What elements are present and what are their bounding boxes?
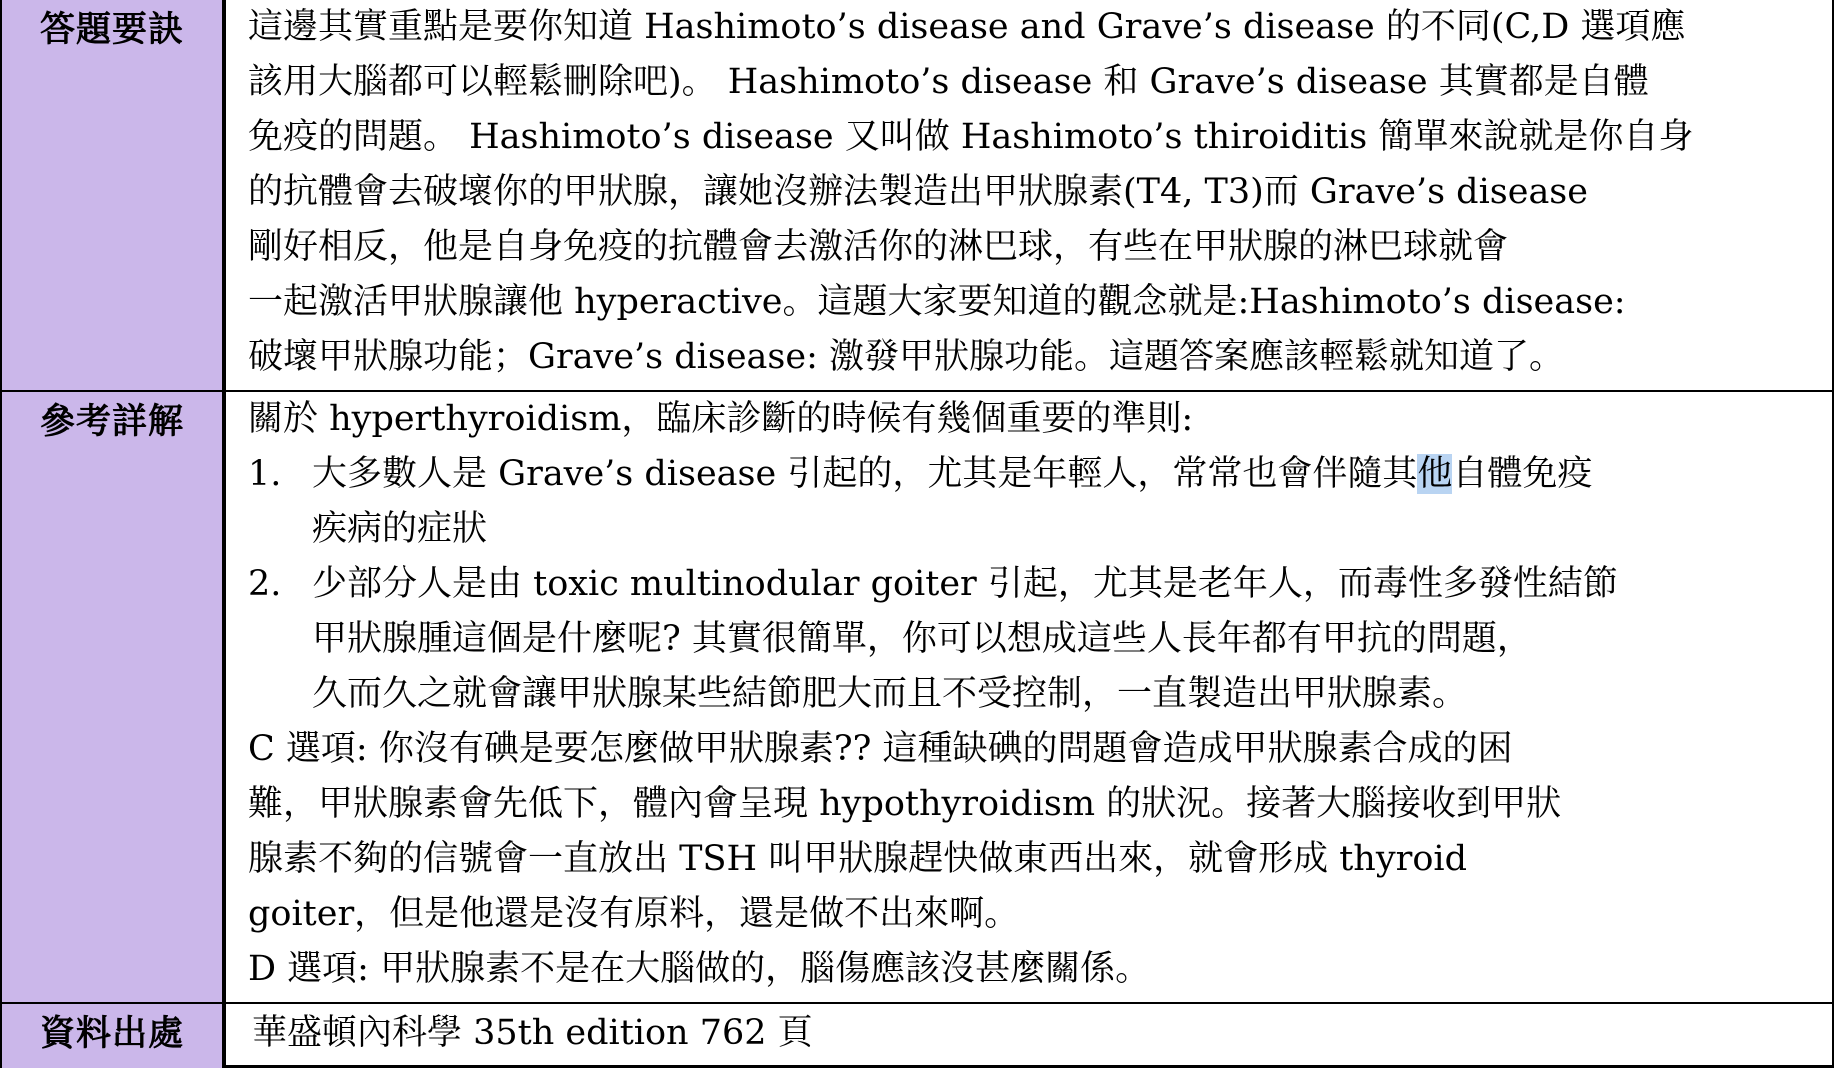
row-content bbox=[230, 392, 1832, 1004]
row-answer-tips bbox=[2, 0, 1832, 392]
text-line: 這邊其實重點是要你知道 Hashimoto’s disease and Grave’s disease 的不同(C,D 選項應 bbox=[248, 7, 1686, 47]
text-line: 疾病的症狀 bbox=[312, 509, 488, 549]
list-number: 2. bbox=[248, 564, 282, 604]
text-segment: 自體免疫 bbox=[1452, 454, 1593, 494]
text-line: 剛好相反，他是自身免疫的抗體會去激活你的淋巴球，有些在甲狀腺的淋巴球就會 bbox=[248, 227, 1509, 267]
text-line: 該用大腦都可以輕鬆刪除吧)。 Hashimoto’s disease 和 Grave’s disease 其實都是自體 bbox=[248, 62, 1649, 102]
text-line: 免疫的問題。 Hashimoto’s disease 又叫做 Hashimoto’s thiroiditis 簡單來說就是你自身 bbox=[248, 117, 1694, 157]
text-line: D 選項: 甲狀腺素不是在大腦做的，腦傷應該沒甚麼關係。 bbox=[248, 949, 1151, 989]
text-line: 的抗體會去破壞你的甲狀腺，讓她沒辦法製造出甲狀腺素(T4, T3)而 Grave’s disease bbox=[248, 172, 1588, 212]
text-line: 難，甲狀腺素會先低下，體內會呈現 hypothyroidism 的狀況。接著大腦接收到甲狀 bbox=[248, 784, 1562, 824]
selection-highlight[interactable]: 他 bbox=[1417, 454, 1453, 494]
text-line: C 選項: 你沒有碘是要怎麼做甲狀腺素?? 這種缺碘的問題會造成甲狀腺素合成的困 bbox=[248, 729, 1513, 769]
intro-line: 關於 hyperthyroidism，臨床診斷的時候有幾個重要的準則: bbox=[248, 399, 1194, 439]
text-segment: 大多數人是 Grave’s disease 引起的，尤其是年輕人，常常也會伴隨其 bbox=[312, 454, 1418, 494]
source-text: 華盛頓內科學 35th edition 762 頁 bbox=[252, 1013, 813, 1053]
row-label: 參考詳解 bbox=[2, 392, 226, 1004]
text-line: 破壞甲狀腺功能；Grave’s disease: 激發甲狀腺功能。這題答案應該輕鬆就知道了。 bbox=[248, 337, 1564, 377]
row-content bbox=[230, 1004, 1832, 1068]
row-source bbox=[2, 1002, 1832, 1068]
text-line: 一起激活甲狀腺讓他 hyperactive。這題大家要知道的觀念就是:Hashimoto’s disease: bbox=[248, 282, 1626, 322]
row-label: 資料出處 bbox=[2, 1004, 226, 1068]
list-item bbox=[248, 447, 1824, 557]
row-reference-explanation bbox=[2, 390, 1832, 1004]
row-content bbox=[230, 0, 1832, 392]
text-line: 甲狀腺腫這個是什麼呢? 其實很簡單，你可以想成這些人長年都有甲抗的問題， bbox=[312, 619, 1532, 659]
text-line: goiter，但是他還是沒有原料，還是做不出來啊。 bbox=[248, 894, 1020, 934]
list-number: 1. bbox=[248, 454, 282, 494]
row-label: 答題要訣 bbox=[2, 0, 226, 392]
text-line: 腺素不夠的信號會一直放出 TSH 叫甲狀腺趕快做東西出來，就會形成 thyroid bbox=[248, 839, 1468, 879]
text-line bbox=[312, 447, 1824, 502]
text-line: 久而久之就會讓甲狀腺某些結節肥大而且不受控制，一直製造出甲狀腺素。 bbox=[312, 674, 1468, 714]
text-line: 少部分人是由 toxic multinodular goiter 引起，尤其是老年人，而毒性多發性結節 bbox=[312, 564, 1618, 604]
list-item bbox=[248, 557, 1824, 722]
